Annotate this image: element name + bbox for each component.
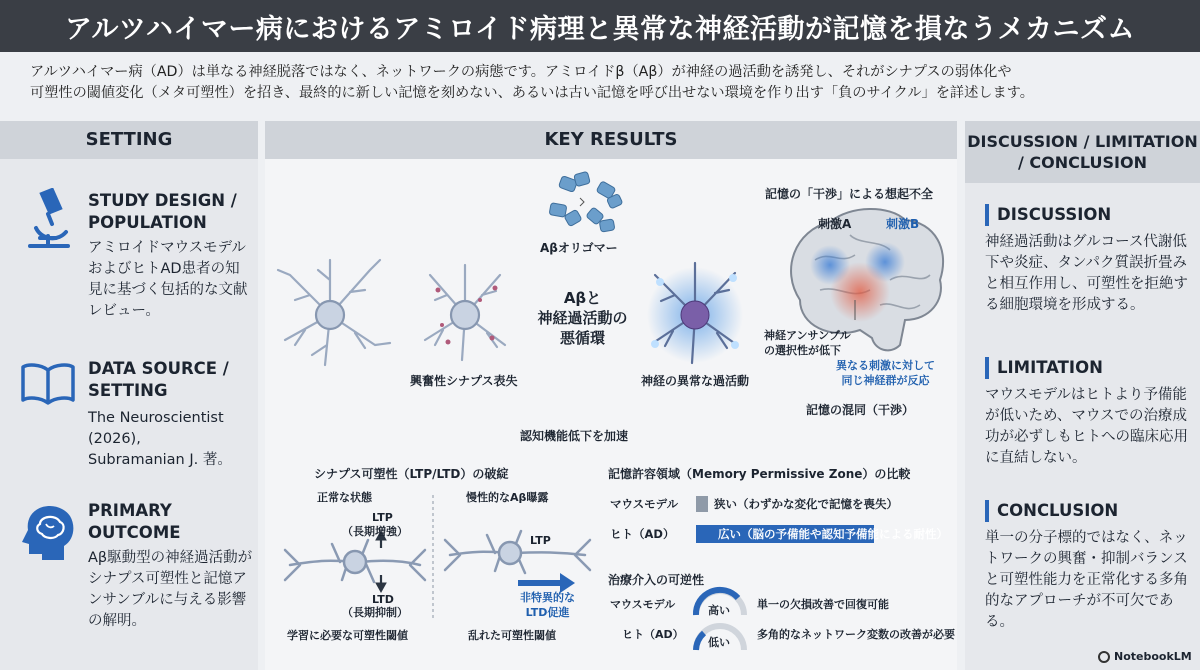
normal-caption: 学習に必要な可塑性閾値: [287, 629, 408, 642]
chronic-abeta-label: 慢性的なAβ曝露: [466, 491, 549, 504]
notebooklm-brand: [1098, 650, 1192, 663]
ltd-label: LTD: [372, 593, 394, 606]
page-title: アルツハイマー病におけるアミロイド病理と異常な神経活動が記憶を損なうメカニズム: [64, 13, 1136, 45]
intro-text: [30, 62, 1170, 104]
microscope-icon: [22, 188, 74, 250]
ensemble-label: 神経アンサンブル の選択性が低下: [764, 329, 851, 357]
study-design-section: [88, 190, 248, 322]
data-source-title: DATA SOURCE / SETTING: [88, 359, 229, 400]
human-permissive-row: [610, 524, 955, 544]
limitation-body: マウスモデルはヒトより予備能が低いため、マウスでの治療成功が必ずしもヒトへの臨床応用に直結しない。: [985, 387, 1188, 466]
synapse-loss-neuron-icon: [425, 265, 505, 360]
intro-line-2: 可塑性の閾値変化（メタ可塑性）を招き、最終的に新しい記憶を刻めない、あるいは古い記憶を呼び出せない環境を作り出す「負のサイクル」を詳述します。: [30, 85, 1034, 101]
discussion-section: [985, 204, 1190, 316]
data-source-body: The Neuroscientist (2026), Subramanian J. 著。: [88, 410, 232, 468]
stimulus-a-label: 刺激A: [818, 217, 852, 231]
vicious-cycle-title: Aβと 神経過活動の 悪循環: [537, 289, 628, 347]
same-neurons-label: 異なる刺激に対して 同じ神経群が反応: [836, 359, 935, 387]
title-bar: [0, 0, 1200, 52]
head-brain-icon: [20, 502, 78, 562]
primary-outcome-title: PRIMARY OUTCOME: [88, 501, 181, 542]
mouse-gauge-label: 高い: [708, 604, 730, 617]
hyperactive-neuron-icon: [647, 263, 743, 363]
normal-state-label: 正常な状態: [317, 491, 372, 504]
chronic-abeta-neuron-icon: [445, 531, 590, 573]
notebooklm-logo-icon: [1098, 651, 1110, 663]
key-results-header: KEY RESULTS: [265, 121, 957, 159]
limitation-section: [985, 357, 1190, 469]
ltd-sub-label: （長期抑制）: [342, 606, 408, 619]
healthy-neuron-icon: [278, 260, 390, 365]
mouse-permissive-bar: [696, 496, 708, 512]
discussion-body: 神経過活動はグルコース代謝低下や炎症、タンパク質誤折畳みと相互作用し、可塑性を拒絶する細胞環境を形成する。: [985, 234, 1188, 313]
study-design-body: アミロイドマウスモデルおよびヒトAD患者の知見に基づく包括的な文献レビュー。: [88, 240, 248, 319]
synapse-loss-label: 興奮性シナプス表失: [410, 374, 518, 388]
intro-line-1: アルツハイマー病（AD）は単なる神経脱落ではなく、ネットワークの病態です。アミロイドβ（Aβ）が神経の過活動を誘発し、それがシナプスの弱体化や: [30, 64, 1012, 80]
human-permissive-label: ヒト（AD）: [610, 527, 675, 541]
mouse-reversibility-text: 単一の欠損改善で回復可能: [757, 598, 889, 611]
ltp-right-label: LTP: [530, 534, 551, 547]
permissive-zone-bars: [610, 494, 955, 544]
conclusion-body: 単一の分子標的ではなく、ネットワークの興奮・抑制バランスと可塑性能力を正常化する多角的なアプローチが不可欠である。: [985, 530, 1188, 630]
brand-label: NotebookLM: [1114, 650, 1192, 663]
ltp-label: LTP: [372, 511, 393, 524]
conclusion-title: CONCLUSION: [985, 500, 1190, 522]
abeta-oligomer-icon: [549, 171, 623, 232]
permissive-zone-title: 記憶許容領域（Memory Permissive Zone）の比較: [608, 467, 911, 481]
mouse-permissive-row: [610, 494, 955, 514]
ltp-sub-label: （長期増強）: [342, 525, 408, 538]
interference-title: 記憶の「干渉」による想起不全: [765, 187, 934, 201]
discussion-header: DISCUSSION / LIMITATION / CONCLUSION: [965, 121, 1200, 183]
human-permissive-text: 広い（脳の予備能や認知予備能による耐性）: [718, 527, 948, 541]
disrupted-caption: 乱れた可塑性閾値: [468, 629, 556, 642]
human-gauge-label: 低い: [708, 636, 730, 649]
data-source-section: [88, 358, 248, 471]
abeta-oligomer-label: Aβオリゴマー: [540, 241, 618, 255]
mouse-permissive-label: マウスモデル: [610, 497, 679, 511]
setting-header: SETTING: [0, 121, 258, 159]
ltd-promote-label: 非特異的な LTD促進: [520, 591, 575, 619]
book-icon: [20, 362, 76, 406]
study-design-title: STUDY DESIGN / POPULATION: [88, 191, 237, 232]
hyperactivity-label: 神経の異常な過活動: [641, 374, 750, 388]
mouse-reversibility-label: マウスモデル: [610, 598, 676, 611]
primary-outcome-section: [88, 500, 253, 632]
memory-confusion-label: 記憶の混同（干渉）: [806, 403, 915, 417]
mouse-permissive-text: 狭い（わずかな変化で記憶を喪失）: [714, 497, 898, 511]
plasticity-title: シナプス可塑性（LTP/LTD）の破綻: [314, 467, 509, 481]
normal-plasticity-neuron-icon: [285, 540, 425, 582]
human-reversibility-label: ヒト（AD）: [622, 628, 684, 641]
cognitive-decline-label: 認知機能低下を加速: [520, 429, 629, 443]
reversibility-title: 治療介入の可逆性: [608, 573, 705, 587]
conclusion-section: [985, 500, 1190, 633]
primary-outcome-body: Aβ駆動型の神経過活動がシナプス可塑性と記憶アンサンブルに与える影響の解明。: [88, 550, 253, 629]
human-reversibility-text: 多角的なネットワーク変数の改善が必要: [757, 628, 955, 641]
stimulus-b-label: 刺激B: [886, 217, 920, 231]
limitation-title: LIMITATION: [985, 357, 1190, 379]
discussion-title: DISCUSSION: [985, 204, 1190, 226]
